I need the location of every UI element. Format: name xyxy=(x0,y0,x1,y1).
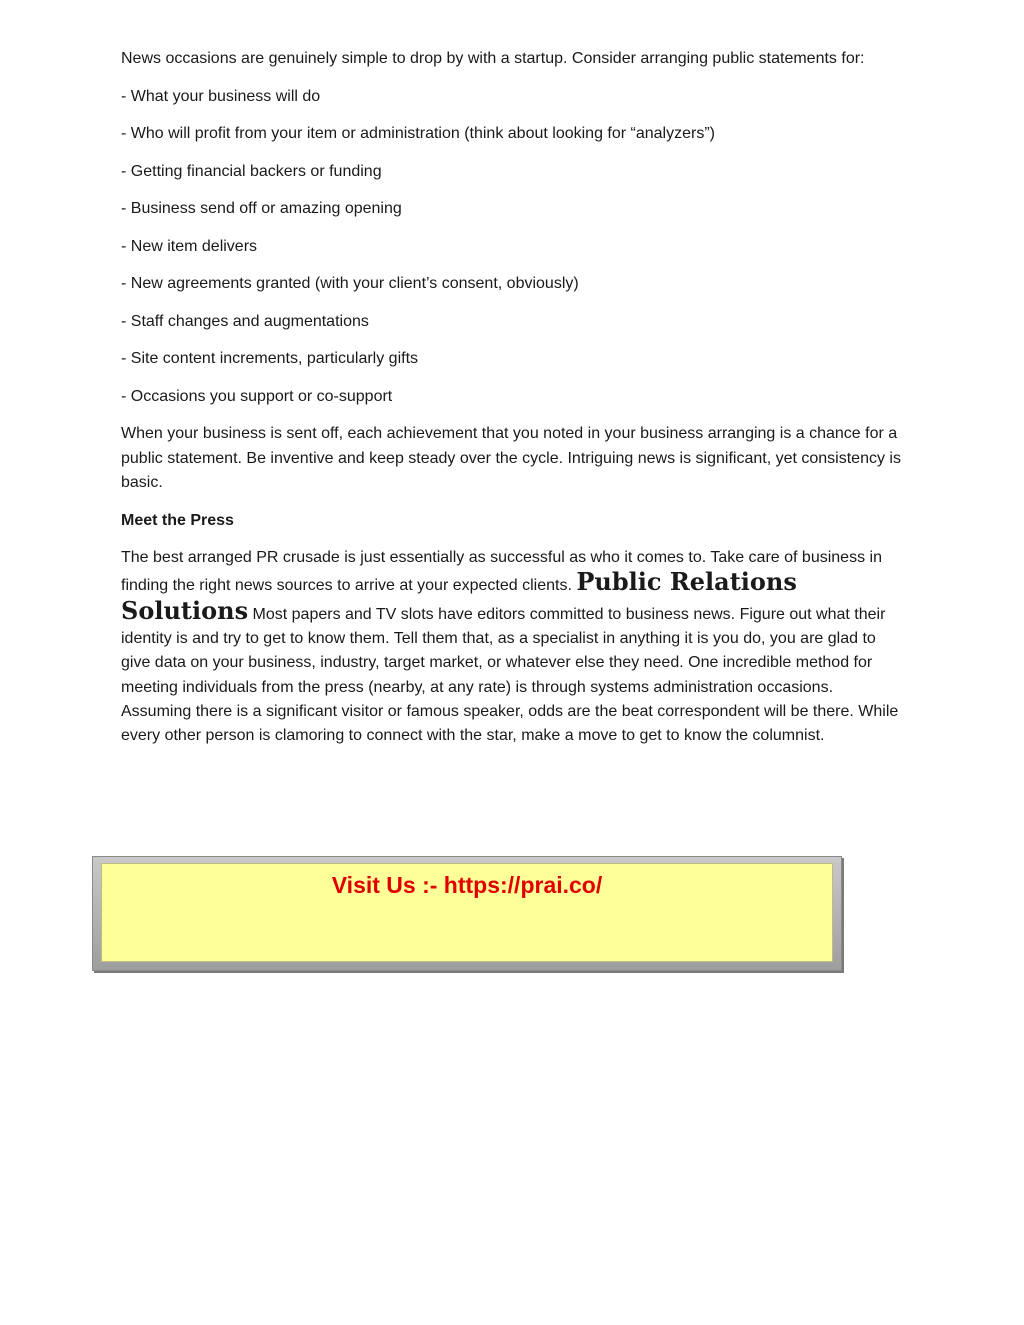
list-item: - New agreements granted (with your client’s consent, obviously) xyxy=(121,275,579,293)
document-body xyxy=(121,47,906,762)
section-heading: Meet the Press xyxy=(121,511,234,529)
list-item: - Site content increments, particularly gifts xyxy=(121,350,419,368)
visit-us-link[interactable]: Visit Us :- https://prai.co/ xyxy=(331,872,603,898)
list-item: - Staff changes and augmentations xyxy=(121,312,369,330)
press-paragraph-end: Most papers and TV slots have editors committed to business news. Figure out what their identity is and try to get to know them. Tell them that, as a specialist in anything it is you do, you are glad to give data on your business, industry, target market, or whatever else they need. One incredible method for meeting individuals from the press (nearby, at any rate) is through systems administration occasions. Assuming there is a significant visitor or famous speaker, odds are the beat correspondent will be there. While every other person is clamoring to connect with the star, make a move to get to know the columnist. xyxy=(121,605,899,745)
launch-paragraph: When your business is sent off, each achievement that you noted in your business arranging is a chance for a public statement. Be inventive and keep steady over the cycle. Intriguing news is significant, yet consistency is basic. xyxy=(121,425,901,491)
list-item: - Getting financial backers or funding xyxy=(121,162,382,180)
list-item: - Who will profit from your item or administration (think about looking for “analyzers”) xyxy=(121,125,715,143)
bullet-list xyxy=(121,85,906,409)
intro-paragraph: News occasions are genuinely simple to drop by with a startup. Consider arranging public statements for: xyxy=(121,50,865,67)
list-item: - Occasions you support or co-support xyxy=(121,387,393,405)
press-paragraph-start: The best arranged PR crusade is just essentially as successful as who it comes to. Take care of business in finding the right news sources to arrive at your expected clients. xyxy=(121,549,882,595)
list-item: - Business send off or amazing opening xyxy=(121,200,402,218)
keyword-link[interactable]: Public Relations Solutions xyxy=(121,567,797,625)
visit-callout-box xyxy=(92,856,842,971)
list-item: - What your business will do xyxy=(121,87,321,105)
callout-inner-panel xyxy=(101,863,833,962)
list-item: - New item delivers xyxy=(121,237,258,255)
press-paragraph xyxy=(121,546,906,748)
